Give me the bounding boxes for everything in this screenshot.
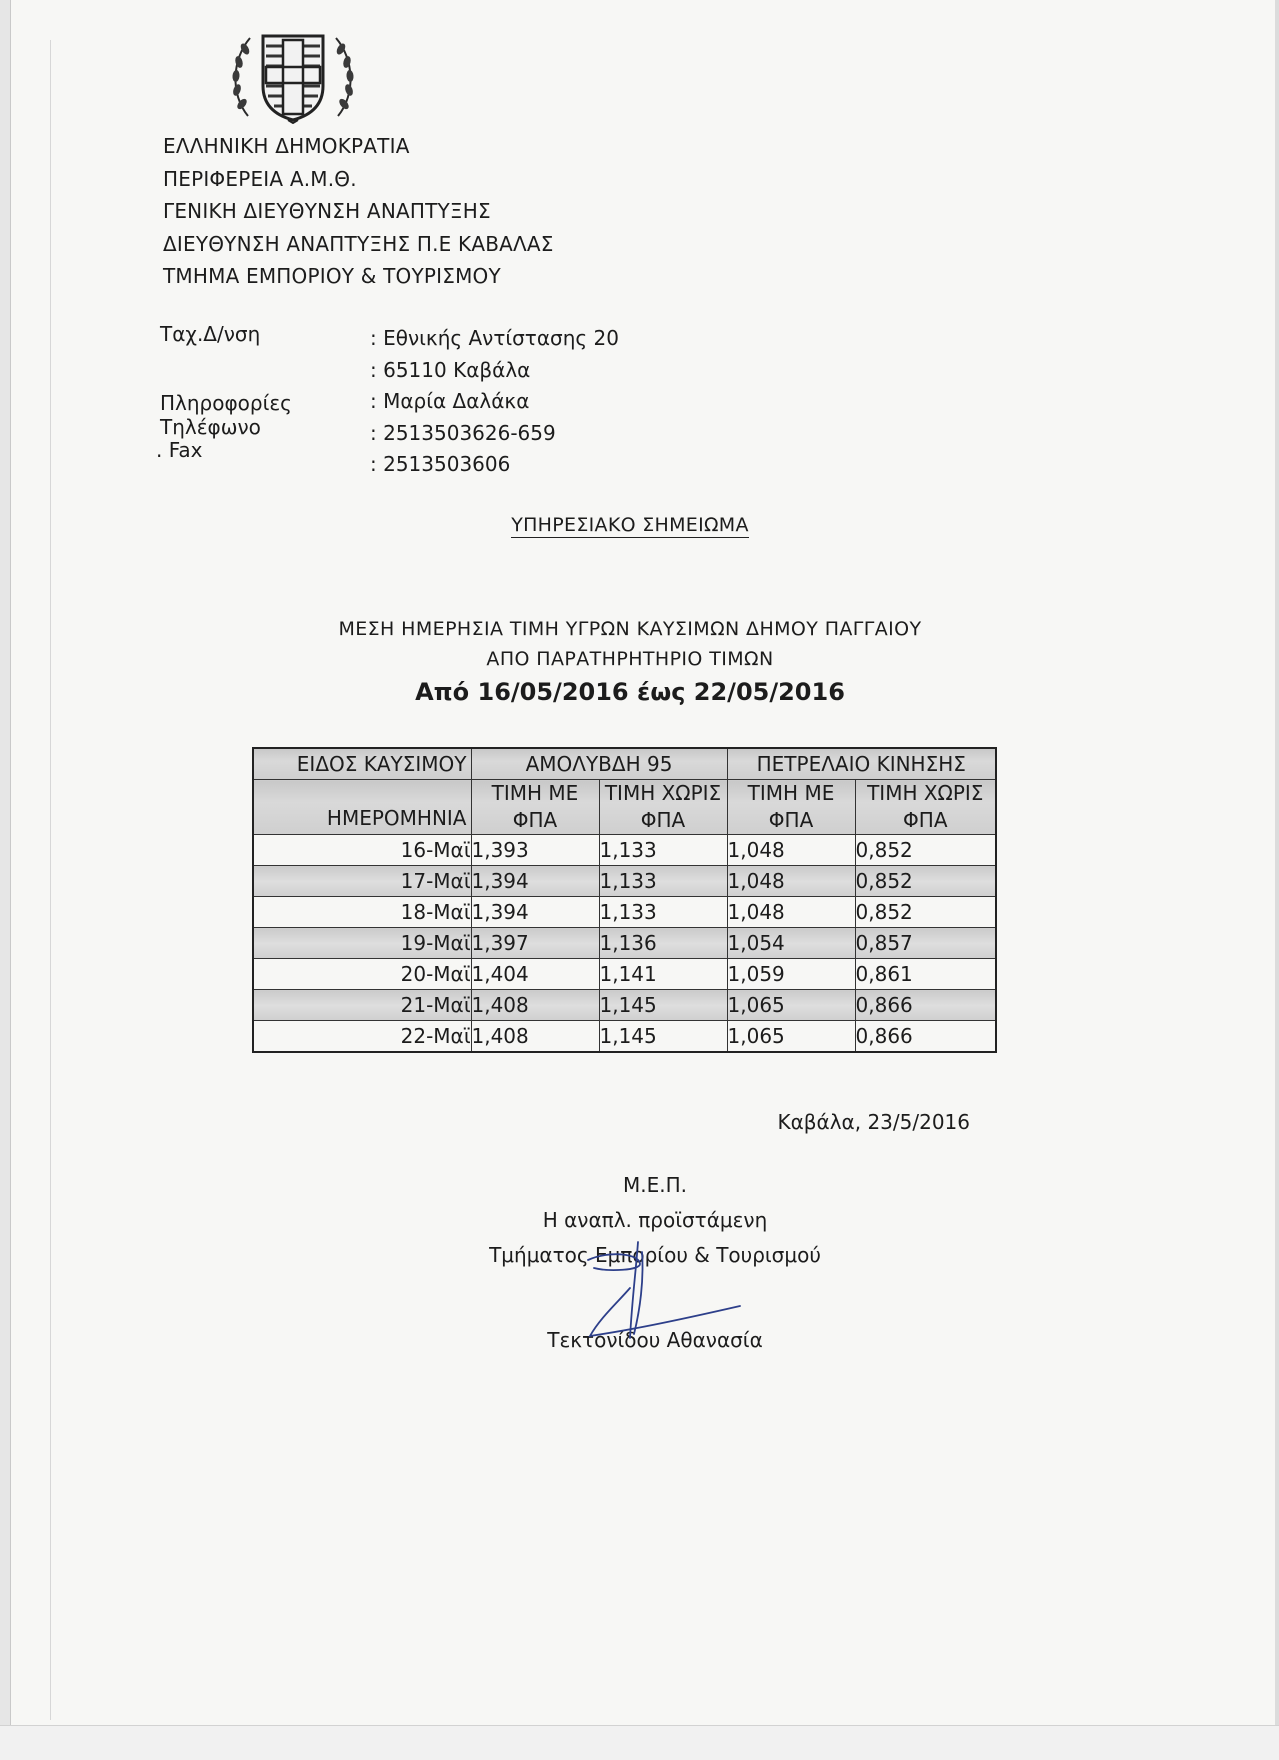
table-row: [253, 959, 996, 990]
contact-label: Ταχ.Δ/νση: [160, 322, 261, 346]
contact-value: : 2513503626-659: [370, 420, 556, 445]
contact-row: [160, 354, 760, 386]
table-row: [253, 928, 996, 959]
price-cell: 1,145: [599, 990, 727, 1021]
table-row: [253, 835, 996, 866]
price-cell: 1,133: [599, 835, 727, 866]
price-cell: 1,048: [727, 866, 855, 897]
header-line1: ΤΙΜΗ ΜΕ: [491, 781, 579, 805]
price-column-header: [471, 780, 599, 835]
price-column-header: [599, 780, 727, 835]
price-cell: 1,408: [471, 1021, 599, 1053]
table-row: [253, 897, 996, 928]
price-cell: 1,141: [599, 959, 727, 990]
table-row: [253, 866, 996, 897]
contact-value: : 65110 Καβάλα: [370, 357, 531, 382]
header-line2: ΦΠΑ: [640, 808, 686, 832]
header-line1: ΤΙΜΗ ΧΩΡΙΣ: [604, 781, 722, 805]
price-cell: 1,394: [471, 866, 599, 897]
date-cell: 20-Μαϊ: [253, 959, 471, 990]
price-cell: 1,133: [599, 866, 727, 897]
table-subheader-row: [253, 780, 996, 835]
price-cell: 1,048: [727, 897, 855, 928]
header-line: ΔΙΕΥΘΥΝΣΗ ΑΝΑΠΤΥΞΗΣ Π.Ε ΚΑΒΑΛΑΣ: [163, 231, 554, 256]
scan-edge-right: [1275, 0, 1279, 1760]
header-line2: ΦΠΑ: [903, 808, 948, 832]
contact-label: Τηλέφωνο: [160, 414, 261, 439]
header-line: ΠΕΡΙΦΕΡΕΙΑ Α.Μ.Θ.: [163, 166, 357, 191]
table-row: [253, 1021, 996, 1053]
date-cell: 21-Μαϊ: [253, 990, 471, 1021]
contact-row: [160, 414, 760, 449]
coat-of-arms-icon: [228, 24, 358, 124]
price-cell: 1,136: [599, 928, 727, 959]
document-heading: ΜΕΣΗ ΗΜΕΡΗΣΙΑ ΤΙΜΗ ΥΓΡΩΝ ΚΑΥΣΙΜΩΝ ΔΗΜΟΥ ΠΑΓΓΑΙΟΥ: [338, 618, 922, 640]
document-subheading: ΑΠΟ ΠΑΡΑΤΗΡΗΤΗΡΙΟ ΤΙΜΩΝ: [486, 648, 774, 670]
date-cell: 22-Μαϊ: [253, 1021, 471, 1053]
price-cell: 1,408: [471, 990, 599, 1021]
signatory-name: Τεκτονίδου Αθανασία: [547, 1328, 763, 1352]
price-cell: 1,393: [471, 835, 599, 866]
header-line2: ΦΠΑ: [512, 808, 558, 832]
header-line1: ΤΙΜΗ ΧΩΡΙΣ: [867, 781, 984, 805]
place-and-date: Καβάλα, 23/5/2016: [777, 1110, 970, 1134]
header-line: ΕΛΛΗΝΙΚΗ ΔΗΜΟΚΡΑΤΙΑ: [163, 134, 410, 158]
contact-value: : Μαρία Δαλάκα: [370, 389, 530, 413]
price-cell: 0,866: [855, 1021, 996, 1053]
price-cell: 1,065: [727, 990, 855, 1021]
price-cell: 1,048: [727, 835, 855, 866]
price-cell: 1,059: [727, 959, 855, 990]
price-column-header: [855, 780, 996, 835]
scan-edge-bottom: [0, 1725, 1279, 1760]
price-column-header: [727, 780, 855, 835]
fuel-header-diesel: ΠΕΤΡΕΛΑΙΟ ΚΙΝΗΣΗΣ: [727, 748, 996, 780]
price-cell: 1,394: [471, 897, 599, 928]
contact-details: [156, 322, 760, 480]
scan-edge-left: [0, 0, 11, 1760]
date-cell: 16-Μαϊ: [253, 835, 471, 866]
signature-line-role: Μ.Ε.Π.: [622, 1173, 687, 1197]
price-cell: 0,857: [855, 928, 996, 959]
contact-value: : 2513503606: [370, 452, 511, 476]
price-cell: 0,852: [855, 897, 996, 928]
signature-mark: [570, 1240, 750, 1350]
contact-row: [160, 385, 760, 417]
memo-title: [490, 514, 770, 536]
price-cell: 1,397: [471, 928, 599, 959]
price-cell: 0,852: [855, 835, 996, 866]
price-cell: 1,133: [599, 897, 727, 928]
contact-label: Πληροφορίες: [160, 391, 292, 415]
price-cell: 0,866: [855, 990, 996, 1021]
price-cell: 1,054: [727, 928, 855, 959]
price-cell: 1,404: [471, 959, 599, 990]
price-cell: 1,065: [727, 1021, 855, 1053]
price-cell: 1,145: [599, 1021, 727, 1053]
contact-row: [160, 322, 760, 354]
date-cell: 18-Μαϊ: [253, 897, 471, 928]
table-header-row: [253, 748, 996, 780]
signature-line-department: Τμήματος Εμπορίου & Τουρισμού: [489, 1243, 821, 1267]
date-cell: 19-Μαϊ: [253, 928, 471, 959]
header-line2: ΦΠΑ: [768, 808, 814, 832]
header-line: ΓΕΝΙΚΗ ΔΙΕΥΘΥΝΣΗ ΑΝΑΠΤΥΞΗΣ: [163, 199, 491, 223]
scan-edge-line: [50, 40, 51, 1720]
fuel-price-table: [252, 747, 997, 1053]
contact-label: . Fax: [156, 438, 203, 462]
issuer-header: [163, 130, 554, 293]
date-range-heading: Από 16/05/2016 έως 22/05/2016: [415, 678, 845, 706]
memo-title-text: ΥΠΗΡΕΣΙΑΚΟ ΣΗΜΕΙΩΜΑ: [511, 514, 749, 536]
fuel-header-unleaded: ΑΜΟΛΥΒΔΗ 95: [471, 748, 727, 780]
date-cell: 17-Μαϊ: [253, 866, 471, 897]
header-line: ΤΜΗΜΑ ΕΜΠΟΡΙΟΥ & ΤΟΥΡΙΣΜΟΥ: [163, 264, 501, 288]
table-row: [253, 990, 996, 1021]
price-cell: 0,861: [855, 959, 996, 990]
contact-value: : Εθνικής Αντίστασης 20: [370, 326, 619, 350]
fuel-type-header: ΕΙΔΟΣ ΚΑΥΣΙΜΟΥ: [253, 748, 471, 780]
header-line1: ΤΙΜΗ ΜΕ: [747, 781, 835, 805]
date-header: ΗΜΕΡΟΜΗΝΙΑ: [253, 780, 471, 835]
signature-line-title: Η αναπλ. προϊστάμενη: [542, 1208, 768, 1232]
contact-row: [156, 438, 760, 480]
price-cell: 0,852: [855, 866, 996, 897]
